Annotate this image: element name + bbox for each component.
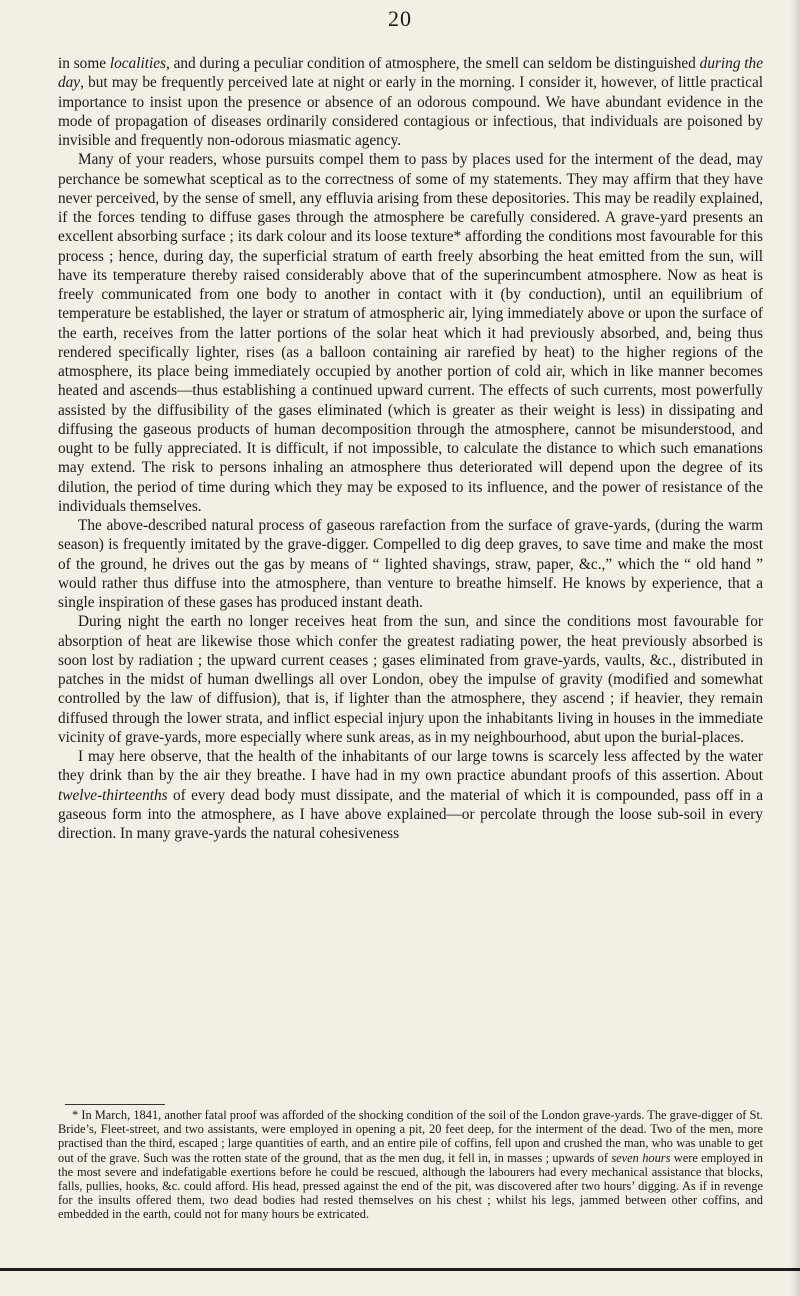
paragraph: The above-described natural process of gaseous rarefaction from the surface of grave-yards, (during the warm season) is frequently imitated by the grave-digger. Compelled to dig deep graves, to save time and make the most of the ground, he drives out the gas by means of “ lighted shavings, straw, paper, &c.,” which the “ old hand ” would rather thus diffuse into the atmosphere, than venture to breathe himself. He knows by experience, that a single inspiration of these gases has produced instant death. <box>58 517 763 611</box>
page-edge-shadow <box>790 0 800 1296</box>
emphasis-text: during the day <box>58 55 763 92</box>
body-text <box>58 54 763 843</box>
emphasis-text: twelve-thirteenths <box>58 786 168 804</box>
paragraph-text: I may here observe, that the health of the inhabitants of our large towns is scarcely less affected by the water they drink than by the air they breathe. I have had in my own practice abundant proofs of this assertion. About <box>58 748 763 785</box>
emphasis-text: localities <box>109 55 166 72</box>
emphasis-text: seven hours <box>611 1150 671 1165</box>
footnote-text: * In March, 1841, another fatal proof was afforded of the shocking condition of the soil of the London grave-yards. The grave-digger of St. Bride’s, Fleet-street, and two assistants, were employed in opening a pit, 20 feet deep, for the interment of the dead. Two of the men, more practised than the third, escaped ; large quantities of earth, and an entire pile of coffins, fell upon and crushed the man, who was unable to get out of the grave. Such was the rotten state of the ground, that as the men dug, it fell in, in masses ; upwards of <box>58 1108 763 1165</box>
paragraph <box>58 747 763 843</box>
paragraph: During night the earth no longer receives heat from the sun, and since the conditions most favourable for absorption of heat are likewise those which confer the greatest radiating power, the heat previously absorbed is soon lost by radiation ; the upward current ceases ; gases eliminated from grave-yards, vaults, &c., distributed in patches in the midst of human dwellings all over London, obey the impulse of gravity (modified and somewhat controlled by the law of diffusion), that is, if lighter than the atmosphere, they ascend ; if heavier, they remain diffused through the lower strata, and inflict especial injury upon the inhabitants living in houses in the immediate vicinity of grave-yards, more especially where sunk areas, as in my neighbourhood, abut upon the burial-places. <box>58 613 763 746</box>
paragraph <box>58 54 763 150</box>
paragraph-text: in some <box>58 55 110 72</box>
footnote-paragraph <box>58 1108 763 1222</box>
footnote-text: were employed in the most severe and indefatigable exertions before he could be rescued, although the labourers had every mechanical assistance that blocks, falls, pullies, hooks, &c. could afford. His head, pressed against the end of the pit, was discovered after two hours’ digging. As if in revenge for the insults offered them, two dead bodies had rested themselves on his chest ; whilst his legs, jammed between other coffins, and embedded in the earth, could not for many hours be extricated. <box>58 1150 763 1222</box>
paragraph-text: of every dead body must dissipate, and the material of which it is compounded, pass off in a gaseous form into the atmosphere, as I have above explained—or percolate through the loose sub-soil in every direction. In many grave-yards the natural cohesiveness <box>58 786 763 842</box>
paragraph-text: , but may be frequently perceived late at night or early in the morning. I consider it, however, of little practical importance to insist upon the presence or absence of an odorous compound. We have abundant evidence in the mode of propagation of diseases ordinarily considered contagious or infectious, that individuals are poisoned by invisible and frequently non-odorous miasmatic agency. <box>58 74 763 149</box>
page-number: 20 <box>388 6 412 31</box>
footnote-divider <box>65 1104 165 1105</box>
footnote <box>58 1108 763 1222</box>
paragraph: Many of your readers, whose pursuits compel them to pass by places used for the interment of the dead, may perchance be somewhat sceptical as to the correctness of some of my statements. They may affirm that they have never perceived, by the sense of smell, any effluvia arising from these depositories. This may be readily explained, if the forces tending to diffuse gases through the atmosphere be carefully considered. A grave-yard presents an excellent absorbing surface ; its dark colour and its loose texture* affording the conditions most favourable for this process ; hence, during day, the superficial stratum of earth freely absorbing the heat emitted from the sun, will have its temperature thereby raised considerably above that of the superincumbent atmosphere. Now as heat is freely communicated from one body to another in contact with it (by conduction), until an equilibrium of temperature be established, the layer or stratum of atmospheric air, lying immediately above or upon the surface of the earth, receives from the latter portions of the solar heat which it had previously absorbed, and, being thus rendered specifically lighter, rises (as a balloon containing air rarefied by heat) to the higher regions of the atmosphere, its place being immediately occupied by another portion of cold air, which in like manner becomes heated and ascends—thus establishing a continued upward current. The effects of such currents, most powerfully assisted by the diffusibility of the gases eliminated (which is greater as their weight is less) in dissipating and diffusing the gaseous products of human decomposition through the atmosphere, cannot be misunderstood, and ought to be fully appreciated. It is difficult, if not impossible, to calculate the distance to which such emanations may extend. The risk to persons inhaling an atmosphere thus deteriorated will depend upon the degree of its dilution, the period of time during which they may be exposed to its influence, and the power of resistance of the individuals themselves. <box>58 151 763 515</box>
paragraph-text: , and during a peculiar condition of atmosphere, the smell can seldom be distinguished <box>165 55 700 72</box>
page-bottom-edge <box>0 1268 800 1271</box>
